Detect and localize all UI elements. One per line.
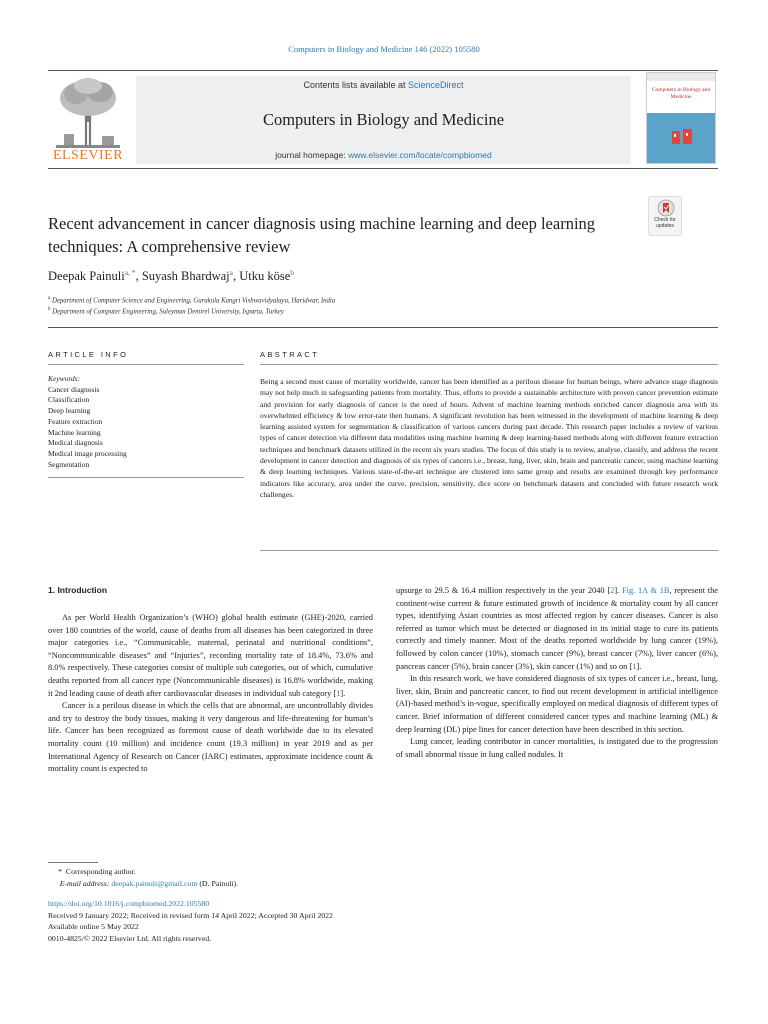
footnote-star: * [58, 867, 62, 876]
check-updates-label: Check for updates [654, 217, 676, 229]
article-info-bottom-rule [48, 477, 244, 478]
doi-link[interactable]: https://doi.org/10.1016/j.compbiomed.2022.105580 [48, 899, 210, 908]
affiliation-b: $^b$ Department of Computer Engineering, Suleyman Demirel University, Isparta, Turkey [48, 307, 284, 316]
sciencedirect-link[interactable]: ScienceDirect [408, 80, 464, 90]
author-affil-mark[interactable]: a, * [124, 268, 136, 277]
email-note: E-mail address: deepak.painuli@gmail.com (D. Painuli). [59, 878, 239, 888]
citation-link[interactable]: 2 [610, 586, 615, 595]
left-column [48, 612, 373, 776]
author-list: Deepak Painuli$^{a, *}$, Suyash Bhardwaj$^a$, Utku köse$^b$ [48, 268, 295, 284]
abstract-text: Being a second most cause of mortality worldwide, cancer has been identified as a perilous disease for human beings, where advance stage diagnosis may not help much in safeguarding patients from mortality. Thus, efforts to provide a sustainable architecture with proven cancer prevention estimate and provision for early diagnosis of cancer is the need of hours. Advent of machine learning methods enriched cancer diagnosis area with its overwhelmed efficiency & low error-rate then humans. A significant revolution has been witnessed in the development of machine learning & deep learning assisted system for segmentation & classification of various cancers during past decade. This research paper includes a review of various types of cancer detection via different data modalities using machine learning & deep learning-based methods along with different feature extraction techniques and benchmark datasets utilized in the recent six years studies. The focus of this study is to review, analyse, classify, and address the recent development in cancer detection and diagnosis of six types of cancers i.e., breast, lung, liver, skin, brain and pancreatic cancer, using machine learning & deep learning techniques. Various state-of-the-art technique are clustered into same group and results are examined through key performance indicators like accuracy, area under the curve, precision, sensitivity, dice score on benchmark datasets and concluded with future research work challenges. [260, 377, 718, 499]
corresponding-author-note: * Corresponding author. [48, 866, 648, 878]
article-info-heading: ARTICLE INFO [48, 350, 129, 359]
journal-info-box [136, 76, 631, 164]
homepage-line [136, 150, 631, 160]
keyword-item: Deep learning [48, 406, 91, 416]
author-name[interactable]: Utku köse [239, 269, 291, 284]
author-name[interactable]: Deepak Painuli [48, 269, 125, 284]
journal-reference[interactable]: Computers in Biology and Medicine 146 (2022) 105580 [288, 44, 480, 54]
journal-cover[interactable] [646, 72, 716, 164]
footnote-rule [48, 862, 98, 863]
paper-title: Recent advancement in cancer diagnosis using machine learning and deep learning techniques: A comprehensive review [48, 214, 596, 256]
journal-title[interactable]: Computers in Biology and Medicine [262, 110, 505, 129]
keyword-item: Medical diagnosis [48, 438, 103, 448]
keywords-list [48, 374, 244, 470]
intro-paragraph: upsurge to 29.5 & 16.4 million respectively in the year 2040 [2]. Fig. 1A & 1B, represent the continent-wise current & future estimated growth of incidence & mortality count by all cancer types, identifying Asian countries as most affected region by cancer diseases. Cancer is also referred as tumor which must be detected or diagnosed in its initial stage to cure its patients correctly and timely manner. Most of the deaths reported worldwide by lung cancer (19%), followed by colon cancer (10%), stomach cancer (9%), breast cancer (7%), liver cancer (6%), pancreas cancer (5%), brain cancer (3%), skin cancer (1%) and so on [1]. [396, 586, 719, 671]
cover-title: Computers in Biology and Medicine [651, 87, 711, 100]
check-for-updates-badge[interactable] [648, 196, 682, 236]
elsevier-logo[interactable] [48, 76, 128, 164]
received-dates: Received 9 January 2022; Received in revised form 14 April 2022; Accepted 30 April 2022 [48, 910, 333, 920]
intro-paragraph: Lung cancer, leading contributor in cancer mortalities, is instigated due to the progression of small abnormal tissue in lung called nodules. It [396, 737, 718, 759]
intro-paragraph: Cancer is a perilous disease in which the cells that are abnormal, are uncontrollably divides and try to destroy the body tissues, making it very dangerous and life-threatening for human’s life. Cancer has been recognized as foremost cause of death worldwide due to its elevated mortality count (10 million) and incidence count (19.3 million) in year 2019 and as per International Agency of Research on Cancer (IARC) estimates, approximate incidence count & mortality count is expected to [48, 701, 373, 774]
header-bottom-rule [48, 168, 718, 169]
right-column [396, 585, 718, 761]
figure-link[interactable]: Fig. 1A & 1B [621, 586, 670, 595]
affiliation-a: $^a$ Department of Computer Science and Engineering, Gurukula Kangri Vishwavidyalaya, Haridwar, India [48, 296, 336, 305]
cover-image [647, 113, 715, 163]
footnotes [48, 866, 648, 889]
keyword-item: Medical image processing [48, 448, 127, 458]
abstract-rule [260, 364, 718, 365]
keyword-item: Classification [48, 395, 90, 405]
keywords-label: Keywords: [48, 374, 81, 383]
journal-header [48, 70, 718, 168]
title-block-rule [48, 327, 718, 328]
contents-line [136, 80, 631, 90]
cover-art-icon [671, 127, 693, 145]
author-affil-mark[interactable]: a [229, 268, 233, 277]
keyword-item: Segmentation [48, 459, 90, 469]
elsevier-tree-icon [56, 76, 120, 148]
keyword-item: Feature extraction [48, 416, 103, 426]
publication-info [48, 898, 648, 944]
homepage-link[interactable]: www.elsevier.com/locate/compbiomed [348, 150, 492, 160]
cover-top-band [647, 73, 715, 81]
check-updates-icon [657, 199, 675, 217]
article-info-rule [48, 364, 244, 365]
keyword-item: Cancer diagnosis [48, 384, 100, 394]
intro-paragraph: In this research work, we have considered diagnosis of six types of cancer i.e., breast, lung, liver, skin, Brain and pancreatic cancer, to find out recent development in artificial intelligence (AI)-based method’s in-vogue, specifically employed on medical diagnosis of different types of cancer. Brief information of different considered cancer types and machine learning (ML) & deep learning (DL) pipe lines for cancer detection have been described in this section. [396, 674, 718, 734]
email-link[interactable]: deepak.painuli@gmail.com [111, 878, 198, 888]
available-date: Available online 5 May 2022 [48, 922, 139, 932]
header-top-rule [48, 70, 718, 71]
abstract-bottom-rule [260, 550, 718, 551]
abstract-heading: ABSTRACT [260, 350, 320, 359]
copyright-line: 0010-4825/© 2022 Elsevier Ltd. All rights reserved. [48, 933, 212, 943]
introduction-heading: 1. Introduction [48, 585, 108, 595]
contents-prefix: Contents lists available at [303, 80, 409, 90]
author-affil-mark[interactable]: b [290, 268, 295, 277]
homepage-label: journal homepage: [275, 150, 349, 160]
author-name[interactable]: Suyash Bhardwaj [141, 269, 230, 284]
publisher-name: ELSEVIER [52, 148, 124, 163]
citation-link[interactable]: 1 [336, 688, 341, 698]
keyword-item: Machine learning [48, 427, 101, 437]
intro-paragraph: As per World Health Organization’s (WHO) global health estimate (GHE)-2020, carried over 180 countries of the world, cause of deaths from all diseases has been categorized in three major categories i.e., “Communicable, maternal, perinatal and nutritional conditions”, “Noncommunicable diseases” and “Injuries”, recording mortality rate of 18.4%, 73.6% and 8.0% respectively. These categories consist of multiple sub categories, out of which, cumulative deaths reported from all cancer type (Noncommunicable diseases) is 16.8% worldwide, making it 2nd leading cause of death after cardiovascular diseases in individual sub category [1]. [48, 613, 373, 698]
citation-link[interactable]: 1 [632, 661, 637, 671]
